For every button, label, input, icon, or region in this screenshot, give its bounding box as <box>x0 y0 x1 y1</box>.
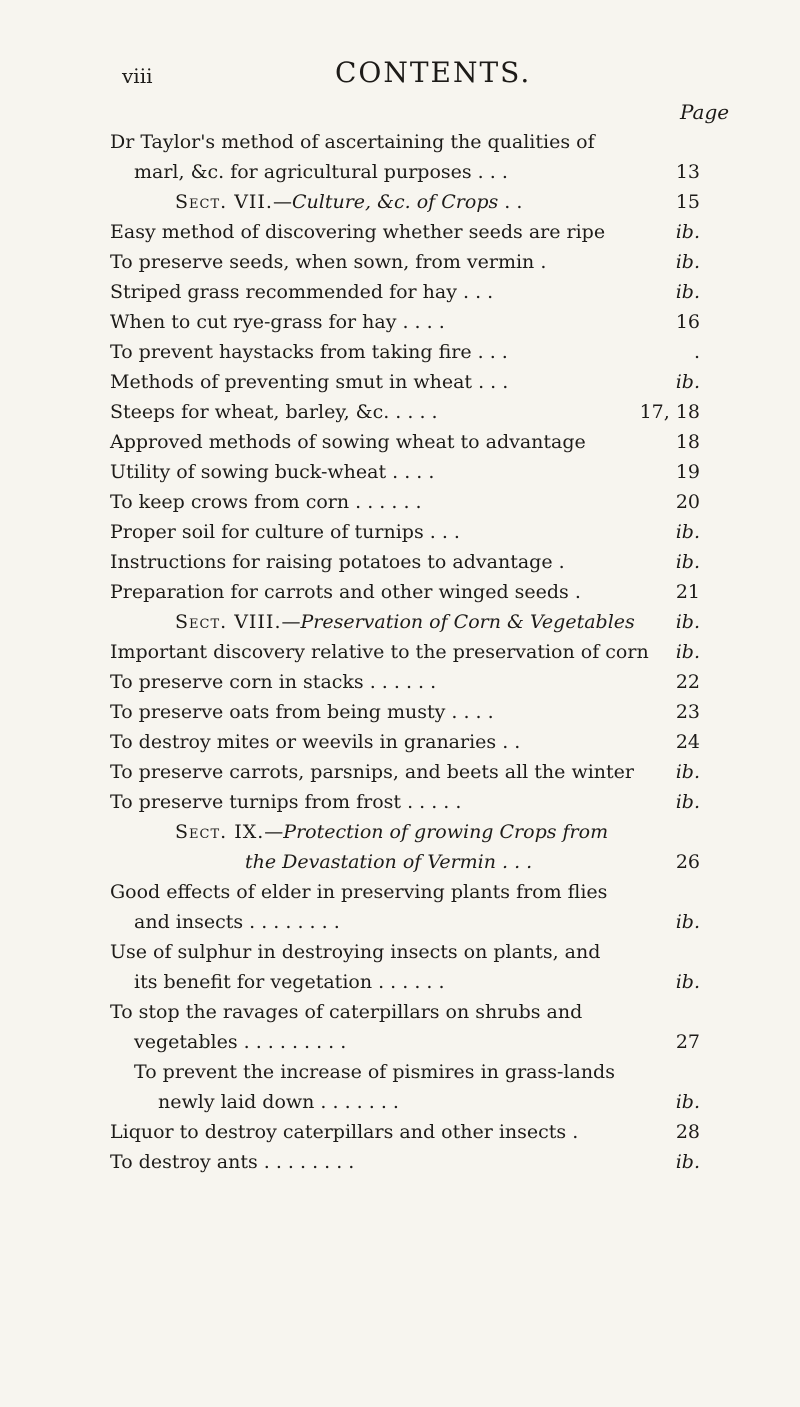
toc-entry: To preserve turnips from frost . . . . . <box>110 791 462 813</box>
toc-page-number: 23 <box>675 701 700 723</box>
toc-page-number: 16 <box>675 311 700 333</box>
toc-entry: Good effects of elder in preserving plants from flies <box>110 881 608 903</box>
toc-page-number: ib. <box>675 221 700 243</box>
toc-entry: To preserve carrots, parsnips, and beets all the winter <box>110 761 634 783</box>
toc-entry: To prevent the increase of pismires in grass-lands <box>134 1061 615 1083</box>
toc-entry: marl, &c. for agricultural purposes . . . <box>134 161 508 183</box>
toc-entry: Easy method of discovering whether seeds are ripe <box>110 221 606 243</box>
toc-entry: To destroy mites or weevils in granaries . . <box>110 731 521 753</box>
page-title: CONTENTS. <box>335 56 532 89</box>
toc-page-number: ib. <box>675 1091 700 1113</box>
toc-page-number: 15 <box>675 191 700 213</box>
toc-page-number: ib. <box>675 281 700 303</box>
toc-page-number: ib. <box>675 641 700 663</box>
toc-section-heading: Sect. VII.—Culture, &c. of Crops . . <box>175 191 523 213</box>
toc-entry: When to cut rye-grass for hay . . . . <box>110 311 445 333</box>
toc-page-number: 13 <box>675 161 700 183</box>
toc-entry: Preparation for carrots and other winged seeds . <box>110 581 581 603</box>
toc-entry: To destroy ants . . . . . . . . <box>110 1151 355 1173</box>
toc-page-number: ib. <box>675 791 700 813</box>
toc-entry: To preserve oats from being musty . . . . <box>110 701 494 723</box>
toc-entry: To stop the ravages of caterpillars on shrubs and <box>110 1001 583 1023</box>
toc-entry: Important discovery relative to the preservation of corn <box>110 641 649 663</box>
toc-entry: and insects . . . . . . . . <box>134 911 340 933</box>
toc-section-heading: Sect. IX.—Protection of growing Crops from <box>175 821 609 843</box>
toc-section-heading: Sect. VIII.—Preservation of Corn & Vegetables <box>175 611 635 633</box>
running-head <box>0 56 800 96</box>
toc-entry: Proper soil for culture of turnips . . . <box>110 521 460 543</box>
toc-entry: Striped grass recommended for hay . . . <box>110 281 494 303</box>
toc-page-number: 17, 18 <box>639 401 700 423</box>
toc-page-number: 19 <box>675 461 700 483</box>
toc-page-number: ib. <box>675 371 700 393</box>
toc-page-number: ib. <box>675 251 700 273</box>
toc-entry: Approved methods of sowing wheat to advantage <box>110 431 586 453</box>
toc-page-number: 20 <box>675 491 700 513</box>
toc-entry: Dr Taylor's method of ascertaining the qualities of <box>110 131 595 153</box>
page-folio: viii <box>122 64 153 88</box>
toc-page-number: 22 <box>675 671 700 693</box>
toc-page-number: ib. <box>675 911 700 933</box>
toc-entry: its benefit for vegetation . . . . . . <box>134 971 445 993</box>
toc-entry: To preserve seeds, when sown, from vermin . <box>110 251 547 273</box>
toc-page-number: ib. <box>675 1151 700 1173</box>
toc-entry: Liquor to destroy caterpillars and other insects . <box>110 1121 579 1143</box>
toc-entry: Use of sulphur in destroying insects on plants, and <box>110 941 601 963</box>
toc-entry: To keep crows from corn . . . . . . <box>110 491 422 513</box>
toc-entry: Instructions for raising potatoes to advantage . <box>110 551 565 573</box>
page-column-label: Page <box>680 100 730 124</box>
toc-entry: Steeps for wheat, barley, &c. . . . . <box>110 401 438 423</box>
toc-page-number: . <box>693 341 700 363</box>
toc-entry: Utility of sowing buck-wheat . . . . <box>110 461 435 483</box>
toc-page-number: 21 <box>675 581 700 603</box>
toc-page-number: 27 <box>675 1031 700 1053</box>
toc-page-number: ib. <box>675 761 700 783</box>
toc-entry: To prevent haystacks from taking fire . . . <box>110 341 508 363</box>
toc-page-number: ib. <box>675 611 700 633</box>
toc-page-number: ib. <box>675 521 700 543</box>
toc-entry: To preserve corn in stacks . . . . . . <box>110 671 437 693</box>
toc-entry: Methods of preventing smut in wheat . . . <box>110 371 509 393</box>
toc-page-number: 26 <box>675 851 700 873</box>
toc-entry: vegetables . . . . . . . . . <box>134 1031 347 1053</box>
toc-page-number: 28 <box>675 1121 700 1143</box>
toc-page-number: ib. <box>675 971 700 993</box>
toc-page-number: 24 <box>675 731 700 753</box>
toc-entry: newly laid down . . . . . . . <box>158 1091 399 1113</box>
toc-entry: the Devastation of Vermin . . . <box>245 851 533 873</box>
toc-page-number: 18 <box>675 431 700 453</box>
toc-page-number: ib. <box>675 551 700 573</box>
